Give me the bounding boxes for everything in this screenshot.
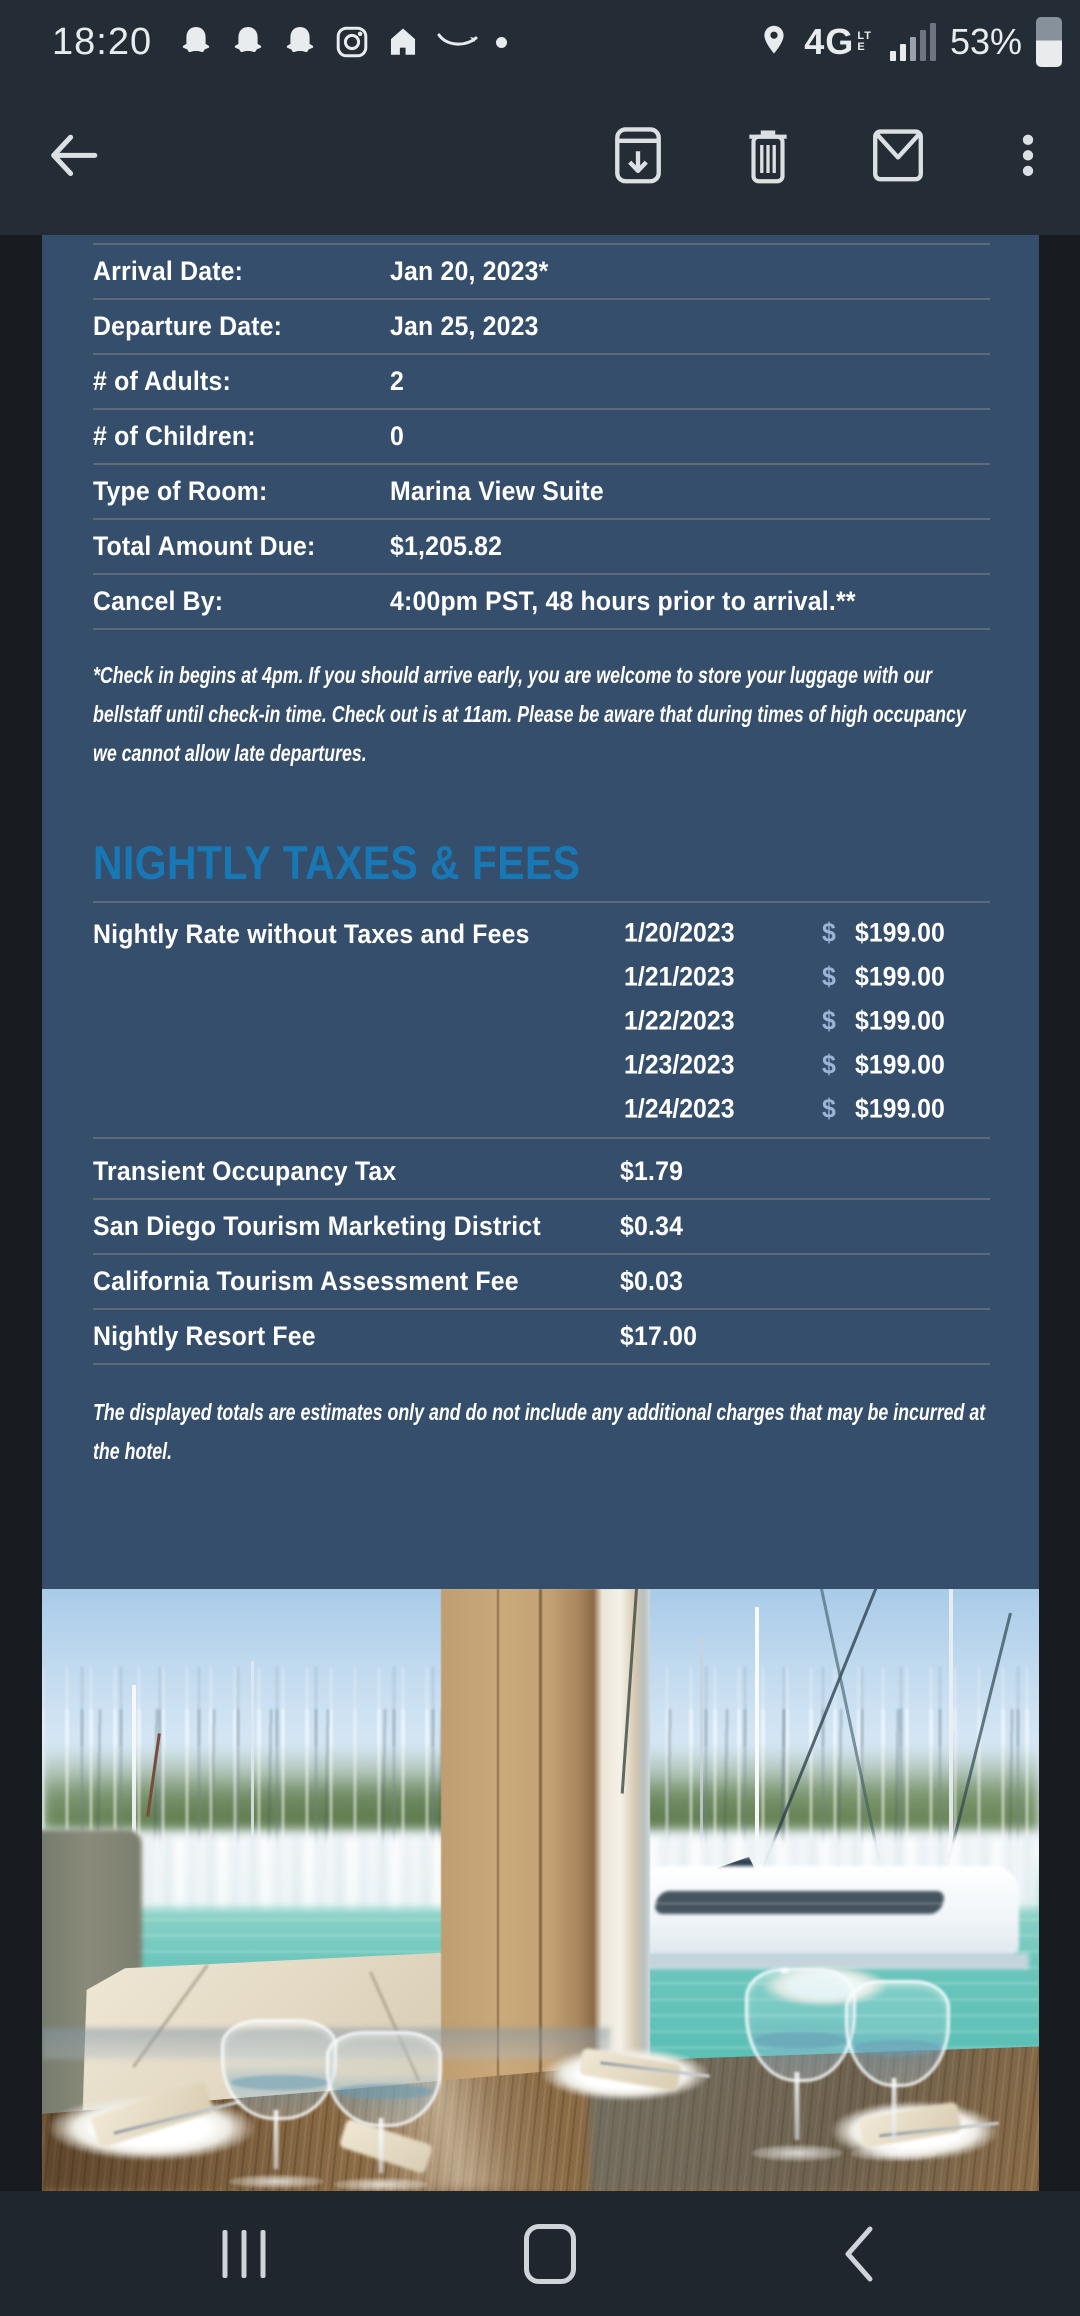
rate-date: 1/22/2023 bbox=[624, 1005, 735, 1036]
pillar-seam bbox=[539, 1589, 542, 2095]
home-icon bbox=[524, 2224, 576, 2284]
download-icon bbox=[613, 126, 663, 184]
table-row bbox=[93, 575, 990, 630]
currency-symbol: $ bbox=[822, 917, 836, 948]
window-pillar bbox=[441, 1589, 650, 2095]
row-label: # of Children: bbox=[93, 421, 256, 451]
glass-stem bbox=[892, 2078, 897, 2141]
table-row bbox=[93, 245, 990, 300]
row-value: Marina View Suite bbox=[390, 476, 604, 506]
section-heading: NIGHTLY TAXES & FEES bbox=[93, 836, 581, 889]
rate-date: 1/20/2023 bbox=[624, 917, 735, 948]
mast bbox=[700, 1637, 703, 1866]
wine-glass bbox=[326, 2031, 436, 2191]
home-button[interactable] bbox=[524, 2224, 576, 2284]
status-bar bbox=[0, 0, 1080, 84]
reservation-table bbox=[42, 235, 1039, 630]
row-value: 2 bbox=[390, 366, 405, 396]
signal-strength-icon bbox=[890, 23, 936, 61]
glass-foot bbox=[852, 2146, 938, 2160]
snapchat-icon bbox=[282, 24, 318, 60]
water-line bbox=[231, 2075, 328, 2090]
glass-bowl bbox=[221, 2019, 337, 2119]
email-body[interactable] bbox=[42, 235, 1039, 2191]
tax-row bbox=[93, 1200, 990, 1255]
system-nav-bar bbox=[0, 2191, 1080, 2316]
currency-symbol: $ bbox=[822, 1093, 836, 1124]
home-app-icon bbox=[386, 25, 420, 59]
table-row bbox=[93, 300, 990, 355]
glass-stem bbox=[378, 2118, 383, 2174]
wine-glass bbox=[745, 1968, 850, 2161]
network-4g-label: 4G bbox=[804, 21, 855, 62]
water-line bbox=[754, 2032, 846, 2049]
status-indicators bbox=[758, 17, 1062, 67]
tax-row bbox=[93, 1310, 990, 1365]
rate-row bbox=[93, 911, 990, 955]
recents-button[interactable] bbox=[223, 2230, 266, 2278]
glass-stem bbox=[795, 2072, 800, 2139]
battery-icon bbox=[1036, 17, 1062, 67]
rate-row bbox=[93, 955, 990, 999]
tax-label: Nightly Resort Fee bbox=[93, 1321, 316, 1351]
mast bbox=[949, 1589, 953, 1872]
tax-label: Transient Occupancy Tax bbox=[93, 1156, 397, 1186]
row-value: Jan 20, 2023* bbox=[390, 256, 549, 286]
marina-photo bbox=[42, 1589, 1039, 2191]
rate-amount: $199.00 bbox=[855, 917, 945, 948]
water-line bbox=[336, 2084, 433, 2098]
more-vertical-icon bbox=[1020, 126, 1036, 184]
tax-value: $1.79 bbox=[620, 1156, 684, 1186]
table-row bbox=[93, 355, 990, 410]
instagram-icon bbox=[334, 24, 370, 60]
more-options-button[interactable] bbox=[1000, 126, 1056, 184]
back-button[interactable] bbox=[44, 126, 102, 184]
clock: 18:20 bbox=[52, 20, 153, 63]
currency-symbol: $ bbox=[822, 1005, 836, 1036]
nightly-rate-label: Nightly Rate without Taxes and Fees bbox=[93, 919, 530, 949]
tax-value: $0.34 bbox=[620, 1211, 684, 1241]
rate-date: 1/24/2023 bbox=[624, 1093, 735, 1124]
tax-row bbox=[93, 1255, 990, 1310]
battery-percent: 53% bbox=[949, 21, 1022, 62]
row-label: Arrival Date: bbox=[93, 256, 244, 286]
glass-bowl bbox=[845, 1980, 951, 2087]
glass-foot bbox=[229, 2175, 323, 2188]
row-label: Total Amount Due: bbox=[93, 531, 316, 561]
table-row bbox=[93, 520, 990, 575]
row-value: $1,205.82 bbox=[390, 531, 503, 561]
location-icon bbox=[758, 22, 790, 62]
top-band bbox=[0, 0, 1080, 235]
envelope-icon bbox=[872, 126, 924, 184]
row-label: # of Adults: bbox=[93, 366, 231, 396]
save-to-device-button[interactable] bbox=[610, 126, 666, 184]
network-type bbox=[804, 21, 872, 63]
table-row bbox=[93, 410, 990, 465]
row-label: Cancel By: bbox=[93, 586, 224, 616]
water-line bbox=[854, 2040, 942, 2056]
back-chevron-icon bbox=[838, 2223, 878, 2285]
network-lte-label: LT E bbox=[857, 30, 872, 53]
rate-date: 1/23/2023 bbox=[624, 1049, 735, 1080]
rate-amount: $199.00 bbox=[855, 961, 945, 992]
mail-button[interactable] bbox=[870, 126, 926, 184]
table-row bbox=[93, 465, 990, 520]
nightly-rates bbox=[42, 903, 1039, 1131]
checkin-note: *Check in begins at 4pm. If you should arrive early, you are welcome to store your luggage with our bellstaff until check-in time. Check out is at 11am. Please be aware that during times of high occupancy we cannot allow late departures. bbox=[93, 662, 966, 766]
row-label: Departure Date: bbox=[93, 311, 283, 341]
rate-amount: $199.00 bbox=[855, 1049, 945, 1080]
mast bbox=[755, 1607, 759, 1872]
notification-dot-icon bbox=[496, 37, 507, 48]
back-arrow-icon bbox=[44, 126, 102, 184]
rate-row bbox=[93, 1087, 990, 1131]
recents-icon bbox=[223, 2230, 228, 2278]
currency-symbol: $ bbox=[822, 961, 836, 992]
row-value: 0 bbox=[390, 421, 405, 451]
row-value: 4:00pm PST, 48 hours prior to arrival.** bbox=[390, 586, 856, 616]
taxes-table bbox=[42, 1139, 1039, 1365]
currency-symbol: $ bbox=[822, 1049, 836, 1080]
back-nav-button[interactable] bbox=[838, 2223, 878, 2285]
snapchat-icon bbox=[178, 24, 214, 60]
tax-value: $0.03 bbox=[620, 1266, 684, 1296]
rate-date: 1/21/2023 bbox=[624, 961, 735, 992]
glass-foot bbox=[334, 2178, 428, 2191]
notification-icons bbox=[178, 24, 507, 60]
amazon-icon bbox=[436, 32, 480, 52]
glass-bowl bbox=[745, 1968, 856, 2082]
pillar-seam bbox=[497, 1589, 499, 2095]
wine-glass bbox=[221, 2019, 331, 2188]
tax-row bbox=[93, 1145, 990, 1200]
rate-amount: $199.00 bbox=[855, 1005, 945, 1036]
glass-stem bbox=[274, 2110, 279, 2169]
wine-glass bbox=[845, 1980, 945, 2161]
row-value: Jan 25, 2023 bbox=[390, 311, 539, 341]
glass-foot bbox=[752, 2145, 842, 2160]
delete-button[interactable] bbox=[740, 126, 796, 184]
row-label: Type of Room: bbox=[93, 476, 268, 506]
rate-row bbox=[93, 999, 990, 1043]
snapchat-icon bbox=[230, 24, 266, 60]
rate-amount: $199.00 bbox=[855, 1093, 945, 1124]
totals-disclaimer: The displayed totals are estimates only and do not include any additional charges that may be incurred at the hotel. bbox=[93, 1399, 986, 1464]
email-app-bar bbox=[0, 84, 1080, 235]
trash-icon bbox=[744, 126, 792, 184]
rate-row bbox=[93, 1043, 990, 1087]
glass-bowl bbox=[326, 2031, 442, 2126]
tax-value: $17.00 bbox=[620, 1321, 698, 1351]
tax-label: San Diego Tourism Marketing District bbox=[93, 1211, 541, 1241]
tax-label: California Tourism Assessment Fee bbox=[93, 1266, 519, 1296]
appbar-actions bbox=[610, 126, 1056, 184]
